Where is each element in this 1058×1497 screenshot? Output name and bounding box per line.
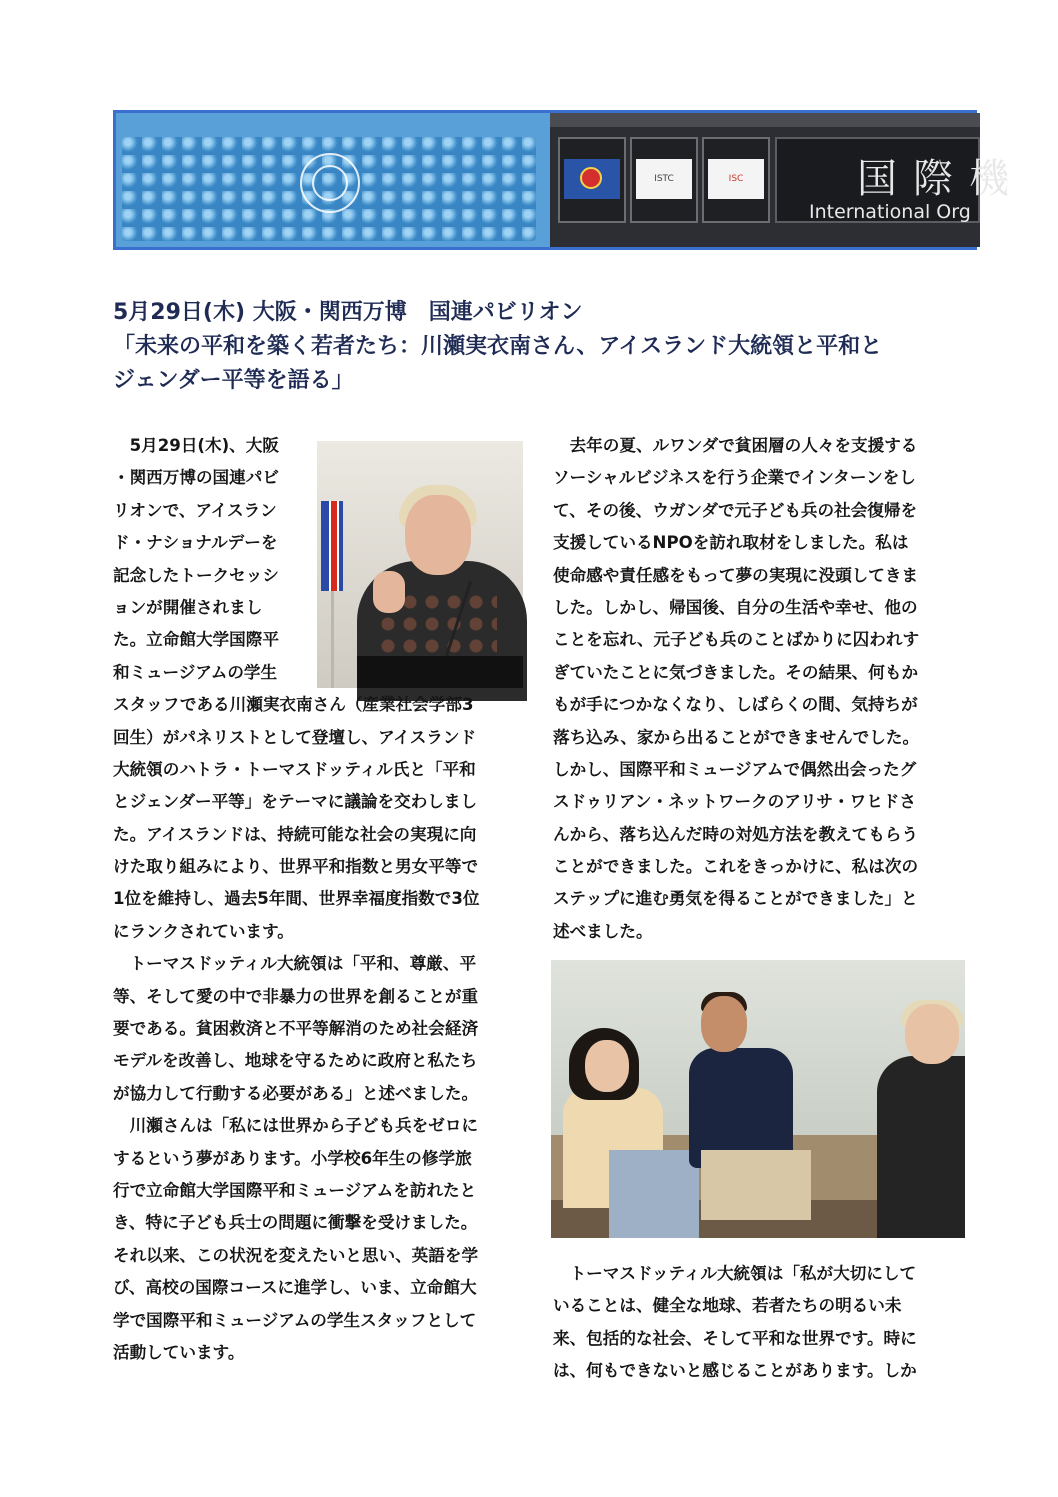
text-line: 5月29日(木)、大阪	[113, 436, 279, 455]
isc-logo: ISC	[708, 159, 764, 199]
article-title	[113, 296, 973, 398]
text-line: トーマスドッティル大統領は「平和、尊厳、平	[113, 954, 477, 974]
left-column-text	[113, 430, 525, 1369]
text-line: ことを忘れ、元子ども兵のことばかりに囚われす	[553, 630, 920, 650]
text-line: スタッフである川瀬実衣南さん（産業社会学部3	[113, 695, 474, 715]
text-line: は、何もできないと感じることがあります。しか	[553, 1361, 917, 1381]
un-pavilion-wall	[116, 113, 550, 247]
text-line: び、高校の国際コースに進学し、いま、立命館大	[113, 1278, 477, 1298]
asean-logo-icon	[564, 159, 620, 199]
sign-panel-istc	[630, 137, 698, 223]
text-line: それ以来、この状況を変えたいと思い、英語を学	[113, 1245, 479, 1265]
text-line: けた取り組みにより、世界平和指数と男女平等で	[113, 857, 479, 877]
istc-logo: ISTC	[636, 159, 692, 199]
right-column-text	[553, 430, 965, 948]
text-line: ステップに進む勇気を得ることができました」と	[553, 889, 918, 909]
text-line: ド・ナショナルデーを	[113, 533, 278, 553]
text-line: 活動しています。	[113, 1342, 245, 1362]
left-wide-paragraphs	[113, 689, 525, 1369]
text-line: した。しかし、帰国後、自分の生活や幸せ、他の	[553, 597, 918, 617]
sign-panel-asean	[558, 137, 626, 223]
text-line: トーマスドッティル大統領は「私が大切にして	[553, 1264, 917, 1283]
text-line: 要である。貧困救済と不平等解消のため社会経済	[113, 1019, 479, 1039]
sign-japanese-text: 国際機	[857, 156, 1025, 202]
text-line: しかし、国際平和ミュージアムで偶然出会ったグ	[553, 759, 917, 779]
text-line: 使命感や責任感をもって夢の実現に没頭してきま	[553, 565, 919, 585]
title-line-3: ジェンダー平等を語る」	[113, 368, 354, 393]
right-column-continued	[553, 1258, 965, 1388]
header-banner-photo	[113, 110, 1025, 250]
text-line: た。立命館大学国際平	[113, 630, 279, 650]
text-line: モデルを改善し、地球を守るために政府と私たち	[113, 1051, 478, 1071]
text-line: ・関西万博の国連パビ	[113, 468, 279, 488]
text-line: 支援しているNPOを訪れ取材をしました。私は	[553, 533, 909, 553]
text-line: ぎていたことに気づきました。その結果、何もか	[553, 662, 919, 682]
sign-english-text: International Org	[809, 201, 971, 223]
panel-discussion-photo	[551, 960, 965, 1238]
text-line: た。アイスランドは、持続可能な社会の実現に向	[113, 824, 477, 844]
text-line: き、特に子ども兵士の問題に衝撃を受けました。	[113, 1213, 478, 1233]
text-line: するという夢があります。小学校6年生の修学旅	[113, 1148, 472, 1168]
pavilion-name-sign	[775, 137, 1025, 223]
text-line: 来、包括的な社会、そして平和な世界です。時に	[553, 1328, 917, 1348]
text-line: 記念したトークセッシ	[113, 565, 279, 585]
text-line: て、その後、ウガンダで元子ども兵の社会復帰を	[553, 500, 918, 520]
text-line: 和ミュージアムの学生	[113, 662, 278, 682]
facade-top-strip	[550, 113, 980, 127]
text-line: 落ち込み、家から出ることができませんでした。	[553, 727, 920, 747]
text-line: が協力して行動する必要がある」と述べました。	[113, 1083, 479, 1103]
text-line: いることは、健全な地球、若者たちの明るい未	[553, 1296, 902, 1316]
text-line: とジェンダー平等」をテーマに議論を交わしまし	[113, 792, 478, 812]
text-line: 1位を維持し、過去5年間、世界幸福度指数で3位	[113, 889, 480, 909]
sign-panel-isc	[702, 137, 770, 223]
text-line: にランクされています。	[113, 921, 294, 941]
international-organizations-facade	[550, 113, 1025, 247]
text-line: 川瀬さんは「私には世界から子ども兵をゼロに	[113, 1116, 479, 1136]
text-line: リオンで、アイスラン	[113, 500, 277, 520]
text-line: 学で国際平和ミュージアムの学生スタッフとして	[113, 1310, 477, 1330]
text-line: ョンが開催されまし	[113, 597, 263, 617]
text-line: 回生）がパネリストとして登壇し、アイスランド	[113, 727, 477, 747]
title-line-2: 「未来の平和を築く若者たち：川瀬実衣南さん、アイスランド大統領と平和と	[113, 334, 883, 359]
text-line: んから、落ち込んだ時の対処方法を教えてもらう	[553, 824, 919, 844]
text-line: 行で立命館大学国際平和ミュージアムを訪れたと	[113, 1180, 477, 1200]
text-line: 去年の夏、ルワンダで貧困層の人々を支援する	[553, 436, 918, 455]
left-narrow-paragraph	[113, 430, 525, 689]
text-line: もが手につかなくなり、しばらくの間、気持ちが	[553, 695, 918, 715]
text-line: ソーシャルビジネスを行う企業でインターンをし	[553, 468, 916, 488]
text-line: 等、そして愛の中で非暴力の世界を創ることが重	[113, 986, 479, 1006]
text-line: 述べました。	[553, 921, 653, 941]
text-line: ことができました。これをきっかけに、私は次の	[553, 857, 919, 877]
text-line: スドゥリアン・ネットワークのアリサ・ワヒドさ	[553, 792, 916, 812]
un-emblem-icon	[300, 153, 360, 213]
text-line: 大統領のハトラ・トーマスドッティル氏と「平和	[113, 759, 476, 779]
title-date-line: 5月29日(木) 大阪・関西万博 国連パビリオン	[113, 300, 583, 325]
